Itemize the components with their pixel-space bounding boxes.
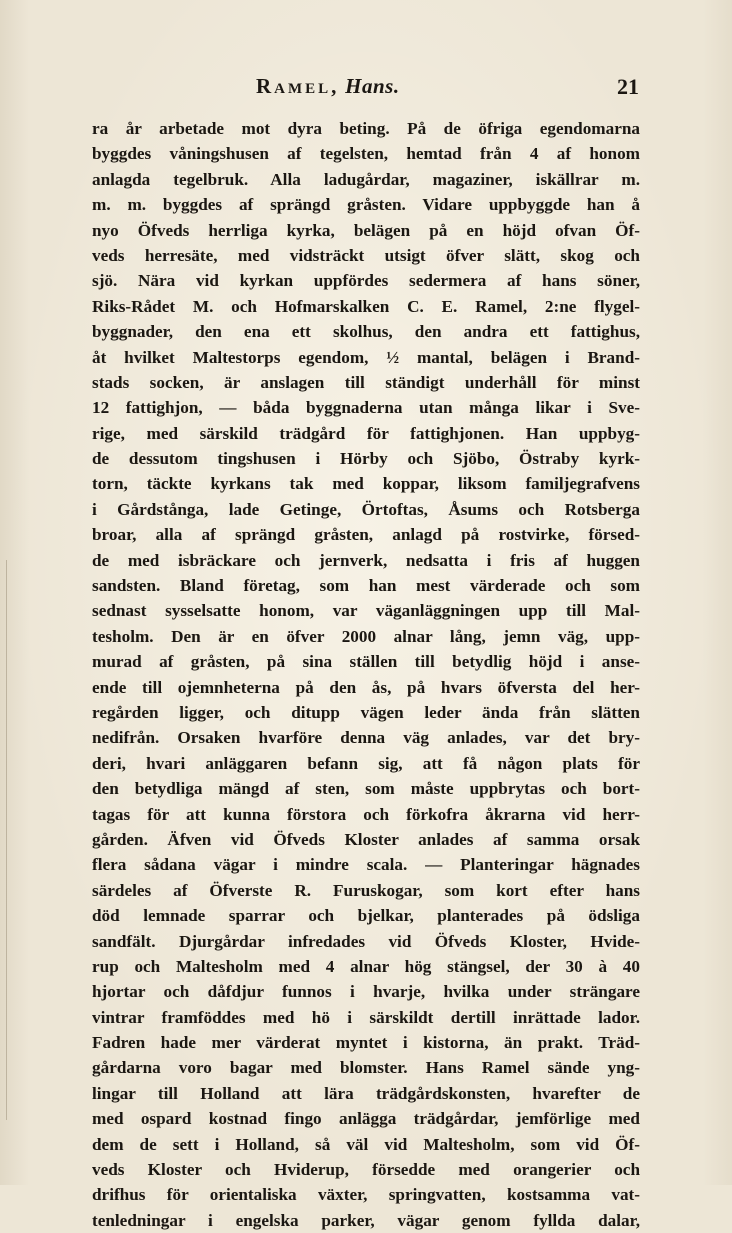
text-line: lingar till Holland att lära trädgårdskonsten, hvarefter de [92, 1083, 640, 1103]
text-line: 12 fattighjon, — båda byggnaderna utan många likar i Sve- [92, 398, 640, 418]
text-line: gården. Äfven vid Öfveds Kloster anlades af samma orsak [92, 829, 640, 849]
text-line: veds Kloster och Hviderup, försedde med orangerier och [92, 1160, 640, 1180]
text-line: åt hvilket Maltestorps egendom, ½ mantal, belägen i Brand- [92, 347, 640, 367]
text-line: ende till ojemnheterna på den ås, på hvars öfversta del her- [92, 677, 640, 697]
text-line: Riks-Rådet M. och Hofmarskalken C. E. Ramel, 2:ne flygel- [92, 296, 640, 316]
text-line: ra år arbetade mot dyra beting. På de öfriga egendomarna [92, 119, 640, 138]
text-line: deri, hvari anläggaren befann sig, att få någon plats för [92, 753, 640, 773]
page-header [0, 74, 732, 104]
text-line: m. m. byggdes af sprängd gråsten. Vidare uppbyggde han å [92, 195, 640, 215]
text-line: gårdarna voro bagar med blomster. Hans Ramel sände yng- [92, 1058, 640, 1078]
text-line: broar, alla af sprängd gråsten, anlagd på rostvirke, försed- [92, 525, 640, 545]
text-line: hjortar och dåfdjur funnos i hvarje, hvilka under strängare [92, 982, 640, 1002]
page-edge-shadow [6, 560, 7, 1120]
text-line: torn, täckte kyrkans tak med koppar, liksom familjegrafvens [92, 474, 640, 494]
text-line: drifhus för orientaliska växter, springvatten, kostsamma vat- [92, 1185, 640, 1205]
text-line: sandfält. Djurgårdar infredades vid Öfveds Kloster, Hvide- [92, 931, 640, 951]
text-line: dem de sett i Holland, så väl vid Maltesholm, som vid Öf- [92, 1134, 640, 1154]
text-line: i Gårdstånga, lade Getinge, Örtoftas, Åsums och Rotsberga [92, 499, 640, 519]
text-line: Fadren hade mer värderat myntet i kistorna, än prakt. Träd- [92, 1033, 640, 1053]
text-line: sandsten. Bland företag, som han mest värderade och som [92, 576, 640, 596]
text-line: den betydliga mängd af sten, som måste uppbrytas och bort- [92, 779, 640, 799]
text-line: de dessutom tingshusen i Hörby och Sjöbo, Östraby kyrk- [92, 449, 640, 469]
running-head [256, 74, 400, 99]
text-line: regården ligger, och ditupp vägen leder ända från slätten [92, 702, 640, 722]
text-line: tenledningar i engelska parker, vägar genom fyllda dalar, [92, 1210, 640, 1230]
body-text [92, 116, 640, 1233]
text-line: sednast sysselsatte honom, var väganläggningen upp till Mal- [92, 601, 640, 621]
text-line: död lemnade sparrar och bjelkar, planterades på ödsliga [92, 906, 640, 926]
text-line: nyo Öfveds herrliga kyrka, belägen på en höjd ofvan Öf- [92, 220, 640, 240]
text-line: flera sådana vägar i mindre scala. — Planteringar hägnades [92, 855, 640, 875]
text-line: anlagda tegelbruk. Alla ladugårdar, magaziner, iskällrar m. [92, 169, 640, 189]
text-line: byggnader, den ena ett skolhus, den andra ett fattighus, [92, 322, 640, 342]
text-line: särdeles af Öfverste R. Furuskogar, som kort efter hans [92, 880, 640, 900]
text-line: veds herresäte, med vidsträckt utsigt öfver slätt, skog och [92, 245, 640, 265]
text-line: de med isbräckare och jernverk, nedsatta i fris af huggen [92, 550, 640, 570]
text-line: murad af gråsten, på sina ställen till betydlig höjd i anse- [92, 652, 640, 672]
running-head-surname: Ramel, [256, 74, 340, 98]
text-line: sjö. Nära vid kyrkan uppfördes sedermera af hans söner, [92, 271, 640, 291]
text-line: tesholm. Den är en öfver 2000 alnar lång, jemn väg, upp- [92, 626, 640, 646]
text-line: vintrar framföddes med hö i särskildt dertill inrättade lador. [92, 1007, 640, 1027]
running-head-given-name: Hans. [345, 74, 400, 98]
text-line: byggdes våningshusen af tegelsten, hemtad från 4 af honom [92, 144, 640, 164]
text-line: stads socken, är anslagen till ständigt underhåll för minst [92, 372, 640, 392]
text-line: tagas för att kunna förstora och förkofra åkrarna vid herr- [92, 804, 640, 824]
text-line: rige, med särskild trädgård för fattighjonen. Han uppbyg- [92, 423, 640, 443]
text-line: med ospard kostnad fingo anlägga trädgårdar, jemförlige med [92, 1109, 640, 1129]
text-line: nedifrån. Orsaken hvarföre denna väg anlades, var det bry- [92, 728, 640, 748]
text-line: rup och Maltesholm med 4 alnar hög stängsel, der 30 à 40 [92, 956, 640, 976]
page-number: 21 [617, 74, 639, 99]
